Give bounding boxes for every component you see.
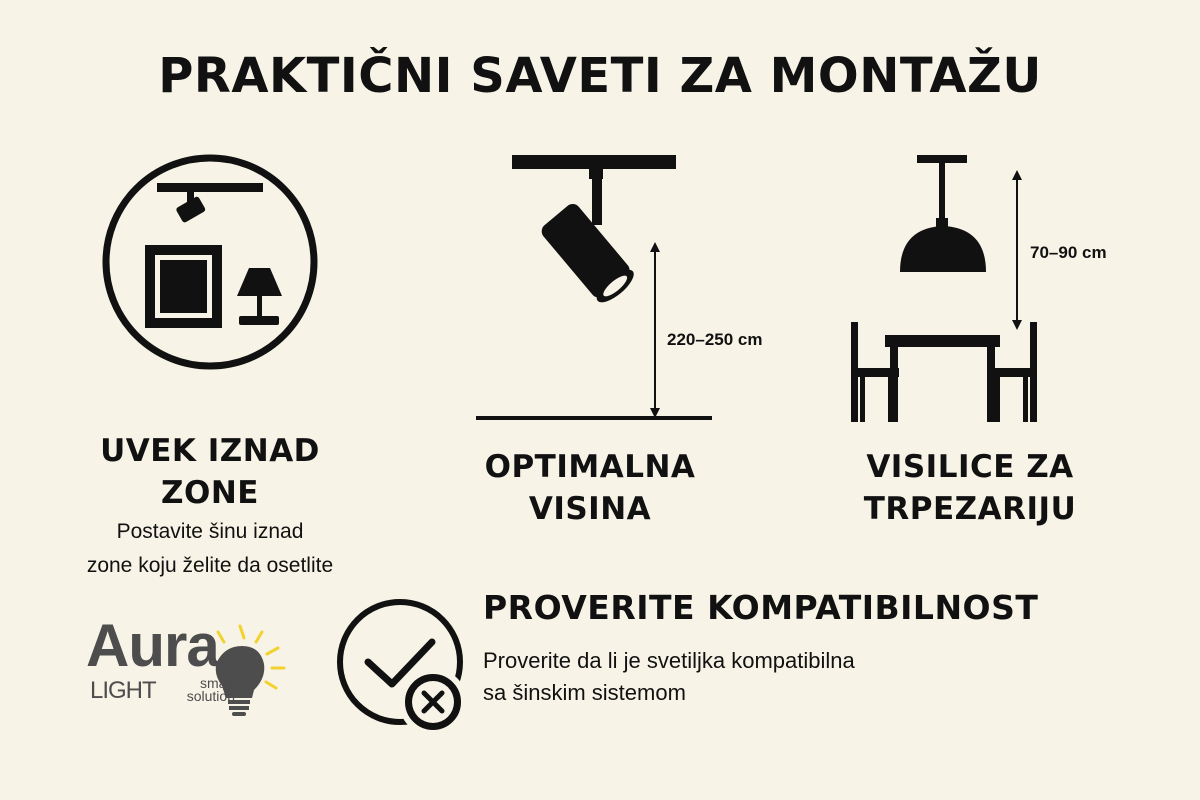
compatibility-description-line: Proverite da li je svetiljka kompatibilna: [483, 648, 855, 673]
page-title: PRAKTIČNI SAVETI ZA MONTAŽU: [158, 48, 1042, 104]
pendant-over-dining-table-icon: [851, 155, 1037, 422]
tip-description: [30, 515, 390, 583]
tip-heading-line: ZONE: [161, 475, 259, 511]
track-spotlight-height-icon: [476, 155, 712, 418]
tip-heading-line: OPTIMALNA: [484, 449, 696, 485]
logo-tagline-top: smart: [200, 675, 235, 691]
tip-heading: [820, 446, 1120, 530]
logo-tagline: [182, 677, 235, 703]
tip-heading-line: VISINA: [528, 491, 652, 527]
compatibility-description-line: sa šinskim sistemom: [483, 680, 686, 705]
track-light-over-painting-and-lamp-icon: [106, 158, 314, 366]
tip-description-line: zone koju želite da osetlite: [86, 554, 334, 577]
logo-wordmark: [86, 612, 219, 679]
tip-heading: [60, 430, 360, 514]
tip-description-line: Postavite šinu iznad: [116, 520, 304, 543]
tip-heading-line: TRPEZARIJU: [863, 491, 1077, 527]
height-measure-label: 220–250 cm: [667, 330, 763, 349]
logo: [86, 612, 286, 715]
pendant-measure-label: 70–90 cm: [1030, 243, 1107, 262]
check-and-cross-icon: [340, 602, 464, 733]
compatibility-description: [483, 645, 1003, 709]
logo-tagline-bottom: solution: [186, 688, 235, 704]
compatibility-heading: PROVERITE KOMPATIBILNOST: [483, 588, 1039, 627]
logo-word: Aur: [86, 612, 187, 679]
tip-heading-line: UVEK IZNAD: [100, 433, 320, 469]
tip-heading-line: VISILICE ZA: [866, 449, 1074, 485]
tip-heading: [440, 446, 740, 530]
logo-word-accent: a: [186, 612, 219, 679]
logo-light: LIGHT: [90, 677, 156, 704]
